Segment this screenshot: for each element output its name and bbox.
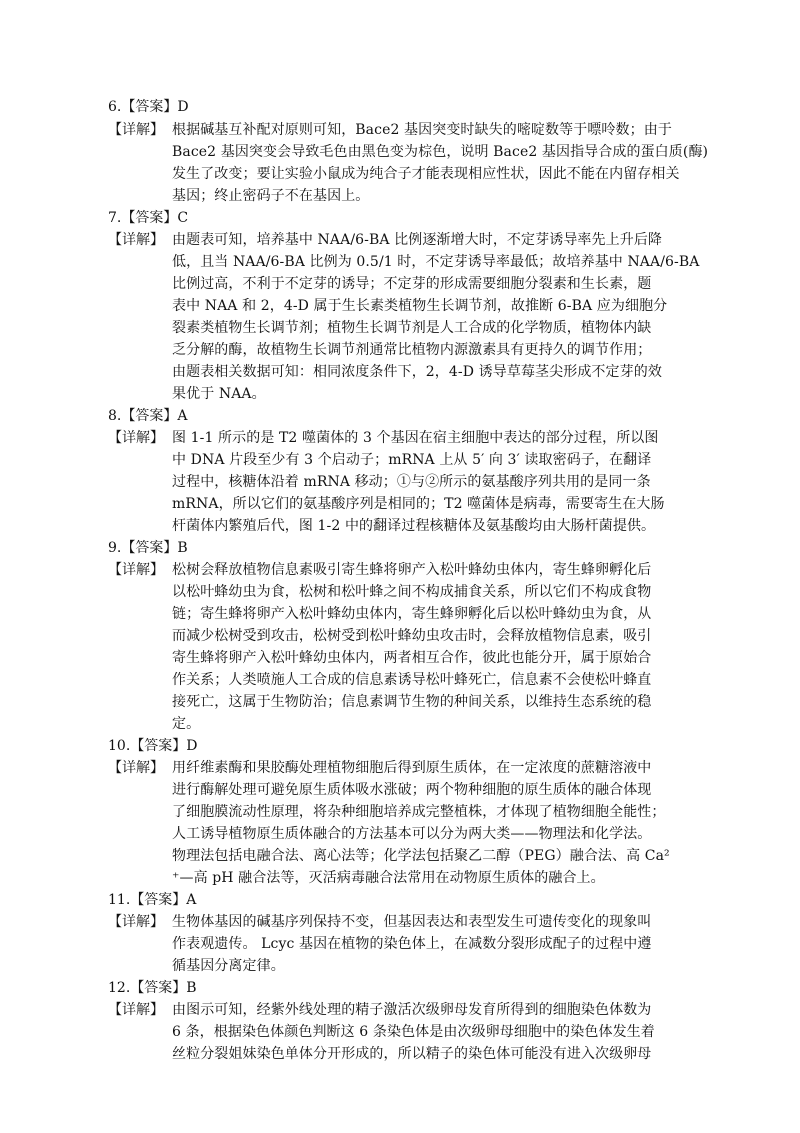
answer-heading: 10.【答案】D <box>108 738 198 754</box>
answer-heading: 11.【答案】A <box>108 892 197 908</box>
explanation-line: 接死亡，这属于生物防治；信息素调节生物的种间关系，以维持生态系统的稳 <box>172 694 652 710</box>
explanation-line: 寄生蜂将卵产入松叶蜂幼虫体内，两者相互合作，彼此也能分开，属于原始合 <box>172 650 652 666</box>
explanation-line: 低，且当 NAA/6-BA 比例为 0.5/1 时，不定芽诱导率最低；故培养基中 NAA/6-BA <box>172 254 700 270</box>
explanation-line: Bace2 基因突变会导致毛色由黑色变为棕色，说明 Bace2 基因指导合成的蛋白质(酶) <box>172 144 709 160</box>
answer-heading: 12.【答案】B <box>108 980 197 996</box>
explanation-label: 【详解】 <box>108 914 164 930</box>
explanation-label: 【详解】 <box>108 122 164 138</box>
explanation-label: 【详解】 <box>108 760 164 776</box>
explanation-line: 了细胞膜流动性原理，将杂种细胞培养成完整植株，才体现了植物细胞全能性； <box>172 804 666 820</box>
answer-heading: 7.【答案】C <box>108 210 189 226</box>
explanation-line: 由图示可知，经紫外线处理的精子激活次级卵母发育所得到的细胞染色体数为 <box>172 1002 652 1018</box>
explanation-line: 定。 <box>172 716 201 732</box>
explanation-line: 而减少松树受到攻击，松树受到松叶蜂幼虫攻击时，会释放植物信息素，吸引 <box>172 628 652 644</box>
explanation-line: ⁺—高 pH 融合法等，灭活病毒融合法常用在动物原生质体的融合上。 <box>172 870 605 886</box>
answer-heading: 9.【答案】B <box>108 540 188 556</box>
explanation-line: 作关系；人类喷施人工合成的信息素诱导松叶蜂死亡，信息素不会使松叶蜂直 <box>172 672 652 688</box>
explanation-line: 丝粒分裂姐妹染色单体分开形成的，所以精子的染色体可能没有进入次级卵母 <box>172 1046 652 1062</box>
explanation-line: 松树会释放植物信息素吸引寄生蜂将卵产入松叶蜂幼虫体内，寄生蜂卵孵化后 <box>172 562 652 578</box>
explanation-label: 【详解】 <box>108 232 164 248</box>
explanation-line: 基因；终止密码子不在基因上。 <box>172 188 370 204</box>
explanation-line: 循基因分离定律。 <box>172 958 285 974</box>
explanation-line: 6 条，根据染色体颜色判断这 6 条染色体是由次级卵母细胞中的染色体发生着 <box>172 1024 655 1040</box>
explanation-line: 人工诱导植物原生质体融合的方法基本可以分为两大类——物理法和化学法。 <box>172 826 652 842</box>
explanation-line: 比例过高，不利于不定芽的诱导；不定芽的形成需要细胞分裂素和生长素，题 <box>172 276 652 292</box>
explanation-line: 由题表相关数据可知：相同浓度条件下，2，4-D 诱导草莓茎尖形成不定芽的效 <box>172 364 662 380</box>
explanation-line: 进行酶解处理可避免原生质体吸水涨破；两个物种细胞的原生质体的融合体现 <box>172 782 652 798</box>
answer-heading: 6.【答案】D <box>108 99 189 115</box>
explanation-line: 由题表可知，培养基中 NAA/6-BA 比例逐渐增大时，不定芽诱导率先上升后降 <box>172 232 663 248</box>
answer-heading: 8.【答案】A <box>108 408 188 424</box>
explanation-line: 杆菌体内繁殖后代，图 1-2 中的翻译过程核糖体及氨基酸均由大肠杆菌提供。 <box>172 518 656 534</box>
explanation-line: 发生了改变；要让实验小鼠成为纯合子才能表现相应性状，因此不能在内留存相关 <box>172 166 680 182</box>
explanation-line: 图 1-1 所示的是 T2 噬菌体的 3 个基因在宿主细胞中表达的部分过程，所以图 <box>172 430 659 446</box>
explanation-line: 过程中，核糖体沿着 mRNA 移动；①与②所示的氨基酸序列共用的是同一条 <box>172 474 651 490</box>
explanation-line: 生物体基因的碱基序列保持不变，但基因表达和表型发生可遗传变化的现象叫 <box>172 914 652 930</box>
explanation-line: 果优于 NAA。 <box>172 386 266 402</box>
explanation-line: 以松叶蜂幼虫为食，松树和松叶蜂之间不构成捕食关系，所以它们不构成食物 <box>172 584 652 600</box>
explanation-line: 作表观遗传。 Lcyc 基因在植物的染色体上，在减数分裂形成配子的过程中遵 <box>172 936 652 952</box>
explanation-line: 乏分解的酶，故植物生长调节剂通常比植物内源激素具有更持久的调节作用； <box>172 342 652 358</box>
explanation-line: 裂素类植物生长调节剂；植物生长调节剂是人工合成的化学物质，植物体内缺 <box>172 320 652 336</box>
explanation-line: 中 DNA 片段至少有 3 个启动子；mRNA 上从 5′ 向 3′ 读取密码子，在翻译 <box>172 452 652 468</box>
explanation-line: 物理法包括电融合法、离心法等；化学法包括聚乙二醇（PEG）融合法、高 Ca² <box>172 848 670 864</box>
explanation-label: 【详解】 <box>108 430 164 446</box>
explanation-line: 表中 NAA 和 2，4-D 属于生长素类植物生长调节剂，故推断 6-BA 应为细胞分 <box>172 298 668 314</box>
explanation-line: 根据碱基互补配对原则可知，Bace2 基因突变时缺失的嘧啶数等于嘌呤数；由于 <box>172 122 672 138</box>
explanation-line: 用纤维素酶和果胶酶处理植物细胞后得到原生质体，在一定浓度的蔗糖溶液中 <box>172 760 652 776</box>
explanation-line: mRNA，所以它们的氨基酸序列是相同的；T2 噬菌体是病毒，需要寄生在大肠 <box>172 496 665 512</box>
explanation-line: 链；寄生蜂将卵产入松叶蜂幼虫体内，寄生蜂卵孵化后以松叶蜂幼虫为食，从 <box>172 606 652 622</box>
explanation-label: 【详解】 <box>108 562 164 578</box>
explanation-label: 【详解】 <box>108 1002 164 1018</box>
